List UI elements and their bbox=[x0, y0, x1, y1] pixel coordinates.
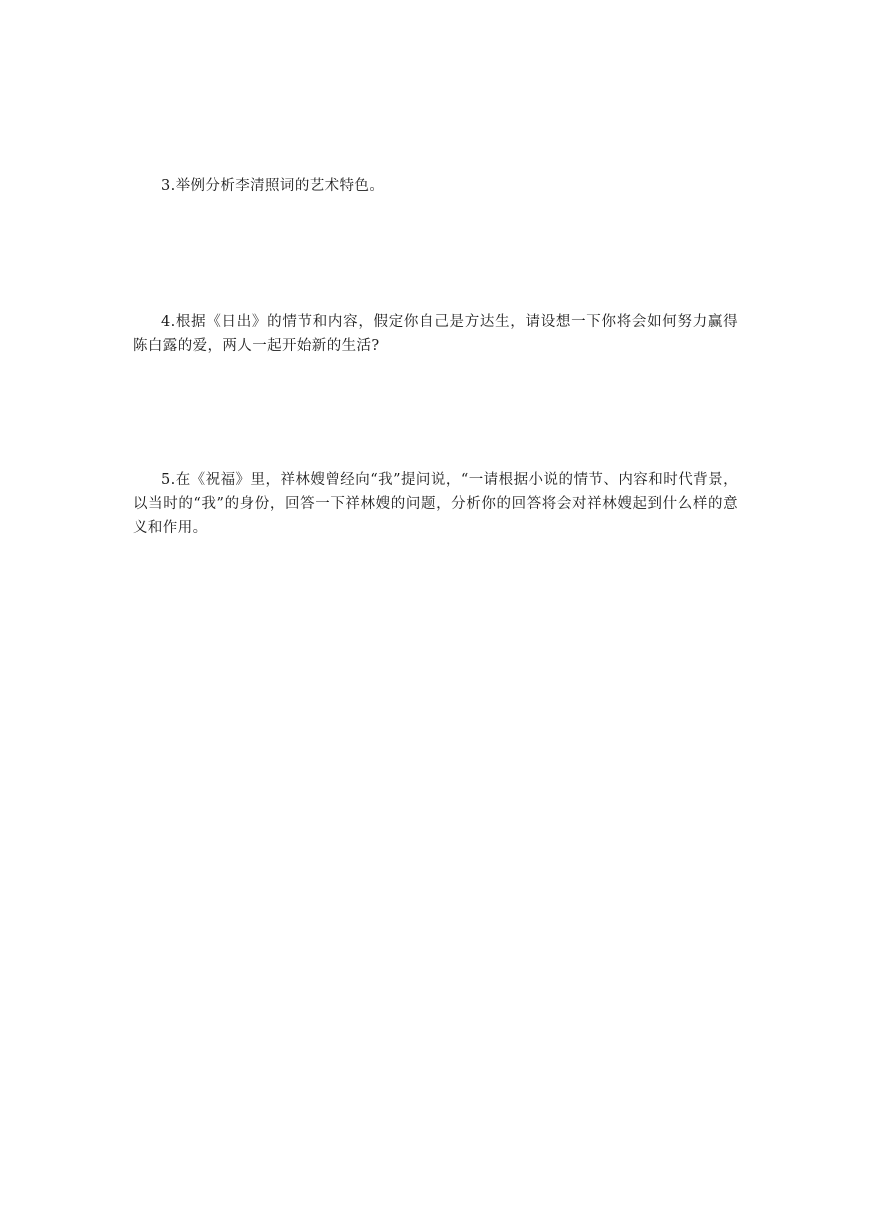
question-5: 5.在《祝福》里，祥林嫂曾经向“我”提问说，“一请根据小说的情节、内容和时代背景，以当时的“我”的身份，回答一下祥林嫂的问题，分析你的回答将会对祥林嫂起到什么样的意义和作用。 bbox=[133, 472, 738, 536]
question-3: 3.举例分析李清照词的艺术特色。 bbox=[161, 178, 385, 194]
question-4: 4.根据《日出》的情节和内容，假定你自己是方达生，请设想一下你将会如何努力赢得陈白露的爱，两人一起开始新的生活? bbox=[133, 314, 738, 354]
